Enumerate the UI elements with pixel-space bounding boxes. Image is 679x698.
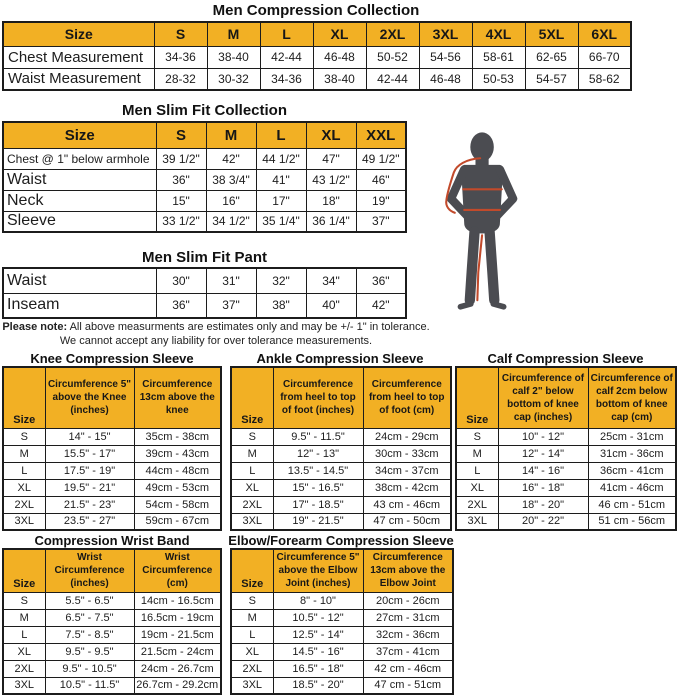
value-cell: 54-57	[525, 68, 578, 90]
table-row	[231, 660, 453, 677]
value-cell: 50-53	[472, 68, 525, 90]
elbow-sleeve-table	[230, 548, 454, 695]
value-cell: 10" - 12"	[498, 428, 588, 445]
value-cell: 31"	[206, 268, 256, 293]
value-cell: 18.5" - 20"	[273, 677, 363, 694]
value-cell: 15.5" - 17"	[45, 445, 134, 462]
header-row	[456, 367, 676, 428]
row-label-cell: XL	[3, 643, 45, 660]
value-cell: 37cm - 41cm	[363, 643, 453, 660]
value-cell: 30cm - 33cm	[363, 445, 451, 462]
table-row	[231, 445, 451, 462]
row-label-cell: XL	[456, 479, 498, 496]
value-cell: 32cm - 36cm	[363, 626, 453, 643]
row-label-cell: S	[456, 428, 498, 445]
table-row	[3, 496, 221, 513]
column-header: 6XL	[578, 22, 631, 46]
value-cell: 17.5" - 19"	[45, 462, 134, 479]
row-label-cell: S	[3, 428, 45, 445]
row-label-cell: M	[3, 609, 45, 626]
figure-right-leg	[490, 232, 495, 301]
row-label-cell: Waist Measurement	[3, 68, 154, 90]
row-label-cell: 3XL	[456, 513, 498, 530]
column-header-size: Size	[3, 367, 45, 428]
row-label-cell: XL	[231, 479, 273, 496]
header-row	[3, 549, 221, 592]
value-cell: 34-36	[154, 46, 207, 68]
row-label-cell: Neck	[3, 190, 156, 211]
value-cell: 36cm - 41cm	[588, 462, 676, 479]
value-cell: 12" - 13"	[273, 445, 363, 462]
value-cell: 13.5" - 14.5"	[273, 462, 363, 479]
table-row	[231, 592, 453, 609]
value-cell: 41"	[256, 169, 306, 190]
column-header: 3XL	[419, 22, 472, 46]
value-cell: 10.5" - 11.5"	[45, 677, 134, 694]
value-cell: 30"	[156, 268, 206, 293]
table-row	[3, 211, 406, 232]
value-cell: 42-44	[260, 46, 313, 68]
column-header: M	[206, 122, 256, 148]
tolerance-note	[0, 320, 432, 349]
value-cell: 26.7cm - 29.2cm	[134, 677, 221, 694]
column-header-size: Size	[3, 122, 156, 148]
column-header: 4XL	[472, 22, 525, 46]
value-cell: 7.5" - 8.5"	[45, 626, 134, 643]
row-label-cell: Inseam	[3, 293, 156, 318]
value-cell: 58-62	[578, 68, 631, 90]
calf-sleeve-table	[455, 366, 677, 531]
table-row	[3, 462, 221, 479]
value-cell: 9.5" - 11.5"	[273, 428, 363, 445]
row-label-cell: 3XL	[231, 513, 273, 530]
value-cell: 38-40	[207, 46, 260, 68]
table-row	[231, 643, 453, 660]
column-header-size: Size	[231, 549, 273, 592]
row-label-cell: 2XL	[3, 660, 45, 677]
row-label-cell: 3XL	[3, 677, 45, 694]
row-label-cell: XL	[231, 643, 273, 660]
value-cell: 10.5" - 12"	[273, 609, 363, 626]
header-row	[3, 22, 631, 46]
value-cell: 42-44	[366, 68, 419, 90]
row-label-cell: 3XL	[231, 677, 273, 694]
value-cell: 40"	[306, 293, 356, 318]
value-cell: 41cm - 46cm	[588, 479, 676, 496]
body-silhouette	[451, 132, 513, 306]
value-cell: 14.5" - 16"	[273, 643, 363, 660]
value-cell: 44 1/2"	[256, 148, 306, 169]
row-label-cell: S	[3, 592, 45, 609]
ankle-sleeve-table	[230, 366, 452, 531]
value-cell: 20cm - 26cm	[363, 592, 453, 609]
table-row	[231, 479, 451, 496]
value-cell: 5.5" - 6.5"	[45, 592, 134, 609]
men-slim-fit-title: Men Slim Fit Collection	[121, 102, 287, 119]
value-cell: 38cm - 42cm	[363, 479, 451, 496]
value-cell: 43 1/2"	[306, 169, 356, 190]
value-cell: 49cm - 53cm	[134, 479, 221, 496]
table-row	[231, 428, 451, 445]
table-row	[231, 677, 453, 694]
value-cell: 46-48	[313, 46, 366, 68]
row-label-cell: 2XL	[231, 660, 273, 677]
value-cell: 6.5" - 7.5"	[45, 609, 134, 626]
row-label-cell: S	[231, 592, 273, 609]
value-cell: 42"	[206, 148, 256, 169]
value-cell: 18"	[306, 190, 356, 211]
ankle-sleeve-title: Ankle Compression Sleeve	[256, 351, 424, 366]
column-header: L	[256, 122, 306, 148]
column-header: 5XL	[525, 22, 578, 46]
value-cell: 14" - 16"	[498, 462, 588, 479]
value-cell: 8" - 10"	[273, 592, 363, 609]
tolerance-note-line2: We cannot accept any liability for over tolerance measurements.	[59, 335, 373, 348]
value-cell: 62-65	[525, 46, 578, 68]
men-compression-table	[2, 21, 632, 91]
value-cell: 15" - 16.5"	[273, 479, 363, 496]
column-header: L	[260, 22, 313, 46]
figure-left-foot	[460, 304, 470, 307]
value-cell: 37"	[356, 211, 406, 232]
value-cell: 30-32	[207, 68, 260, 90]
row-label-cell: 3XL	[3, 513, 45, 530]
table-row	[456, 513, 676, 530]
value-cell: 34cm - 37cm	[363, 462, 451, 479]
table-row	[3, 609, 221, 626]
column-header: XL	[306, 122, 356, 148]
table-row	[3, 190, 406, 211]
row-label-cell: L	[456, 462, 498, 479]
value-cell: 38"	[256, 293, 306, 318]
column-header-cm: Wrist Circumference (cm)	[134, 549, 221, 592]
value-cell: 50-52	[366, 46, 419, 68]
figure-left-leg	[470, 232, 475, 301]
value-cell: 34"	[306, 268, 356, 293]
value-cell: 17"	[256, 190, 306, 211]
value-cell: 19.5" - 21"	[45, 479, 134, 496]
calf-sleeve-title: Calf Compression Sleeve	[487, 351, 644, 366]
column-header-inches: Circumference 5" above the Knee (inches)	[45, 367, 134, 428]
value-cell: 17" - 18.5"	[273, 496, 363, 513]
value-cell: 32"	[256, 268, 306, 293]
men-slim-fit-pant-table	[2, 267, 407, 319]
column-header: S	[156, 122, 206, 148]
row-label-cell: XL	[3, 479, 45, 496]
value-cell: 24cm - 26.7cm	[134, 660, 221, 677]
knee-sleeve-title: Knee Compression Sleeve	[30, 351, 194, 366]
table-row	[456, 496, 676, 513]
men-slim-fit-pant-title: Men Slim Fit Pant	[141, 249, 267, 266]
table-row	[456, 428, 676, 445]
row-label-cell: M	[231, 445, 273, 462]
header-row	[3, 122, 406, 148]
value-cell: 58-61	[472, 46, 525, 68]
value-cell: 37"	[206, 293, 256, 318]
row-label-cell: L	[231, 462, 273, 479]
value-cell: 35cm - 38cm	[134, 428, 221, 445]
value-cell: 39 1/2"	[156, 148, 206, 169]
wrist-band-table	[2, 548, 222, 695]
value-cell: 15"	[156, 190, 206, 211]
table-row	[3, 428, 221, 445]
value-cell: 54cm - 58cm	[134, 496, 221, 513]
value-cell: 66-70	[578, 46, 631, 68]
table-row	[3, 626, 221, 643]
table-row	[3, 169, 406, 190]
tolerance-note-line1	[0, 320, 432, 334]
column-header: XXL	[356, 122, 406, 148]
row-label-cell: M	[456, 445, 498, 462]
value-cell: 51 cm - 56cm	[588, 513, 676, 530]
table-body	[3, 428, 221, 530]
value-cell: 19"	[356, 190, 406, 211]
value-cell: 42 cm - 46cm	[363, 660, 453, 677]
table-row	[3, 513, 221, 530]
elbow-sleeve-title: Elbow/Forearm Compression Sleeve	[228, 533, 454, 548]
table-body	[3, 148, 406, 232]
value-cell: 46-48	[419, 68, 472, 90]
value-cell: 20" - 22"	[498, 513, 588, 530]
column-header-size: Size	[3, 22, 154, 46]
header-row	[3, 367, 221, 428]
table-row	[456, 462, 676, 479]
value-cell: 49 1/2"	[356, 148, 406, 169]
row-label-cell: Sleeve	[3, 211, 156, 232]
row-label-cell: M	[231, 609, 273, 626]
table-row	[3, 68, 631, 90]
note-prefix: Please note:	[2, 321, 68, 333]
row-label-cell: M	[3, 445, 45, 462]
men-compression-title: Men Compression Collection	[212, 2, 420, 19]
value-cell: 36"	[156, 293, 206, 318]
value-cell: 24cm - 29cm	[363, 428, 451, 445]
table-row	[3, 293, 406, 318]
value-cell: 42"	[356, 293, 406, 318]
note-text1: All above measurments are estimates only and may be +/- 1" in tolerance.	[67, 321, 430, 333]
column-header-inches: Circumference of calf 2" below bottom of knee cap (inches)	[498, 367, 588, 428]
row-label-cell: Chest Measurement	[3, 46, 154, 68]
table-body	[231, 428, 451, 530]
table-row	[231, 609, 453, 626]
row-label-cell: L	[231, 626, 273, 643]
column-header-inches: Wrist Circumference (inches)	[45, 549, 134, 592]
column-header-size: Size	[3, 549, 45, 592]
column-header-cm: Circumference 13cm above the Elbow Joint	[363, 549, 453, 592]
table-row	[231, 513, 451, 530]
value-cell: 46 cm - 51cm	[588, 496, 676, 513]
column-header: M	[207, 22, 260, 46]
value-cell: 25cm - 31cm	[588, 428, 676, 445]
value-cell: 35 1/4"	[256, 211, 306, 232]
row-label-cell: L	[3, 462, 45, 479]
table-body	[231, 592, 453, 694]
value-cell: 38-40	[313, 68, 366, 90]
table-row	[456, 479, 676, 496]
column-header: S	[154, 22, 207, 46]
column-header-size: Size	[231, 367, 273, 428]
value-cell: 16" - 18"	[498, 479, 588, 496]
value-cell: 12" - 14"	[498, 445, 588, 462]
table-row	[3, 660, 221, 677]
value-cell: 34 1/2"	[206, 211, 256, 232]
value-cell: 18" - 20"	[498, 496, 588, 513]
value-cell: 21.5" - 23"	[45, 496, 134, 513]
column-header: 2XL	[366, 22, 419, 46]
value-cell: 12.5" - 14"	[273, 626, 363, 643]
column-header-inches: Circumference from heel to top of foot (inches)	[273, 367, 363, 428]
value-cell: 36"	[156, 169, 206, 190]
header-row	[231, 549, 453, 592]
value-cell: 44cm - 48cm	[134, 462, 221, 479]
value-cell: 23.5" - 27"	[45, 513, 134, 530]
value-cell: 46"	[356, 169, 406, 190]
table-row	[231, 496, 451, 513]
table-row	[3, 148, 406, 169]
value-cell: 14cm - 16.5cm	[134, 592, 221, 609]
male-silhouette-figure	[436, 130, 530, 320]
header-row	[231, 367, 451, 428]
row-label-cell: S	[231, 428, 273, 445]
value-cell: 43 cm - 46cm	[363, 496, 451, 513]
value-cell: 47 cm - 51cm	[363, 677, 453, 694]
table-row	[231, 626, 453, 643]
value-cell: 33 1/2"	[156, 211, 206, 232]
value-cell: 47"	[306, 148, 356, 169]
column-header: XL	[313, 22, 366, 46]
row-label-cell: Waist	[3, 169, 156, 190]
value-cell: 16.5" - 18"	[273, 660, 363, 677]
value-cell: 34-36	[260, 68, 313, 90]
value-cell: 39cm - 43cm	[134, 445, 221, 462]
table-row	[3, 268, 406, 293]
table-row	[231, 462, 451, 479]
value-cell: 9.5" - 9.5"	[45, 643, 134, 660]
table-body	[3, 592, 221, 694]
table-row	[3, 445, 221, 462]
value-cell: 9.5" - 10.5"	[45, 660, 134, 677]
value-cell: 59cm - 67cm	[134, 513, 221, 530]
column-header-cm: Circumference from heel to top of foot (cm)	[363, 367, 451, 428]
value-cell: 16"	[206, 190, 256, 211]
value-cell: 36"	[356, 268, 406, 293]
value-cell: 47 cm - 50cm	[363, 513, 451, 530]
value-cell: 36 1/4"	[306, 211, 356, 232]
table-row	[3, 677, 221, 694]
value-cell: 27cm - 31cm	[363, 609, 453, 626]
knee-sleeve-table	[2, 366, 222, 531]
value-cell: 28-32	[154, 68, 207, 90]
column-header-cm: Circumference 13cm above the knee	[134, 367, 221, 428]
value-cell: 21.5cm - 24cm	[134, 643, 221, 660]
wrist-band-title: Compression Wrist Band	[34, 533, 190, 548]
row-label-cell: L	[3, 626, 45, 643]
column-header-size: Size	[456, 367, 498, 428]
row-label-cell: 2XL	[231, 496, 273, 513]
value-cell: 14" - 15"	[45, 428, 134, 445]
row-label-cell: Chest @ 1" below armhole	[3, 148, 156, 169]
figure-torso	[461, 165, 503, 234]
row-label-cell: 2XL	[456, 496, 498, 513]
table-body	[456, 428, 676, 530]
table-row	[3, 46, 631, 68]
table-row	[3, 592, 221, 609]
row-label-cell: 2XL	[3, 496, 45, 513]
column-header-cm: Circumference of calf 2cm below bottom of knee cap (cm)	[588, 367, 676, 428]
value-cell: 31cm - 36cm	[588, 445, 676, 462]
figure-right-foot	[493, 304, 503, 307]
table-row	[456, 445, 676, 462]
table-body	[3, 268, 406, 318]
table-row	[3, 643, 221, 660]
men-slim-fit-table	[2, 121, 407, 233]
value-cell: 19cm - 21.5cm	[134, 626, 221, 643]
column-header-inches: Circumference 5" above the Elbow Joint (inches)	[273, 549, 363, 592]
value-cell: 16.5cm - 19cm	[134, 609, 221, 626]
table-row	[3, 479, 221, 496]
value-cell: 38 3/4"	[206, 169, 256, 190]
row-label-cell: Waist	[3, 268, 156, 293]
value-cell: 19" - 21.5"	[273, 513, 363, 530]
table-body	[3, 46, 631, 90]
value-cell: 54-56	[419, 46, 472, 68]
